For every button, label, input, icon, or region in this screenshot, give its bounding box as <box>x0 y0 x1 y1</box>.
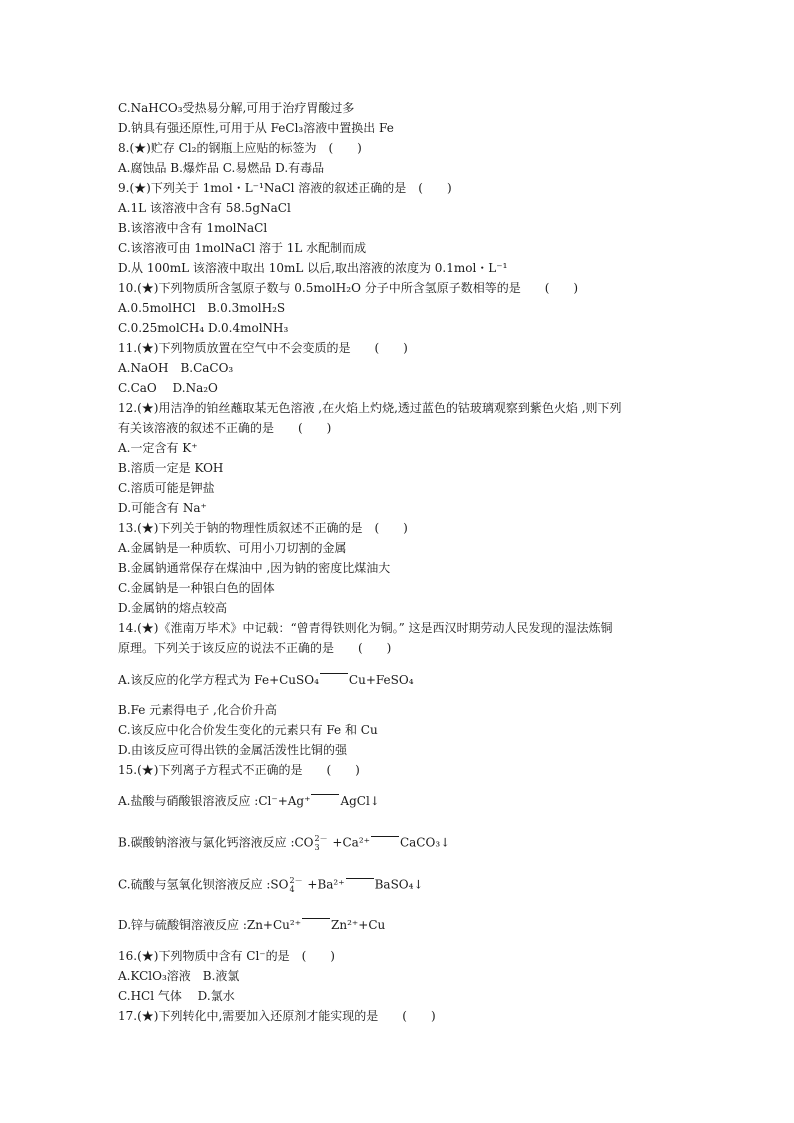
q12-stem-line2: 有关该溶液的叙述不正确的是 ( ) <box>118 421 332 435</box>
q16-options-ab: A.KClO₃溶液 B.液氯 <box>118 969 240 983</box>
q15-option-c-barium: +Ba²⁺ <box>303 877 345 892</box>
q9-option-c: C.该溶液可由 1molNaCl 溶于 1L 水配制而成 <box>118 241 367 255</box>
sulfate-charge <box>290 876 303 894</box>
q7-option-d: D.钠具有强还原性,可用于从 FeCl₃溶液中置换出 Fe <box>118 121 394 135</box>
q11-options-cd: C.CaO D.Na₂O <box>118 381 218 395</box>
q14-stem-line1: 14.(★)《淮南万毕术》中记载：“曾青得铁则化为铜。” 这是西汉时期劳动人民发现的湿法炼铜 <box>118 621 613 635</box>
q14-option-a <box>118 672 414 688</box>
q14-option-a-reactants: A.该反应的化学方程式为 Fe+CuSO₄ <box>118 673 319 687</box>
q15-option-d <box>118 917 385 933</box>
q15-option-a-reactants: A.盐酸与硝酸银溶液反应 :Cl⁻+Ag⁺ <box>118 794 311 808</box>
equals-sign-icon <box>301 917 331 929</box>
q16-stem: 16.(★)下列物质中含有 Cl⁻的是 ( ) <box>118 949 335 963</box>
q10-options-cd: C.0.25molCH₄ D.0.4molNH₃ <box>118 321 289 335</box>
q9-option-b: B.该溶液中含有 1molNaCl <box>118 221 268 235</box>
q15-option-b-reactants: B.碳酸钠溶液与氯化钙溶液反应 :CO <box>118 835 314 850</box>
q14-stem-line2: 原理。下列关于该反应的说法不正确的是 ( ) <box>118 641 392 655</box>
q10-options-ab: A.0.5molHCl B.0.3molH₂S <box>118 301 286 315</box>
q14-option-d: D.由该反应可得出铁的金属活泼性比铜的强 <box>118 743 348 757</box>
carbonate-superscript: 2－ <box>314 834 328 843</box>
q12-stem-line1: 12.(★)用洁净的铂丝蘸取某无色溶液 ,在火焰上灼烧,透过蓝色的钴玻璃观察到紫色火焰 ,则下列 <box>118 401 622 415</box>
q7-option-c: C.NaHCO₃受热易分解,可用于治疗胃酸过多 <box>118 101 355 115</box>
sulfate-subscript: 4 <box>289 885 295 894</box>
q14-option-a-products: Cu+FeSO₄ <box>348 673 414 687</box>
q8-stem: 8.(★)贮存 Cl₂的钢瓶上应贴的标签为 ( ) <box>118 141 362 155</box>
q8-options: A.腐蚀品 B.爆炸品 C.易燃品 D.有毒品 <box>118 161 325 175</box>
q15-option-b-products: CaCO₃↓ <box>399 835 451 850</box>
q14-option-c: C.该反应中化合价发生变化的元素只有 Fe 和 Cu <box>118 723 378 737</box>
q11-stem: 11.(★)下列物质放置在空气中不会变质的是 ( ) <box>118 341 408 355</box>
q13-option-d: D.金属钠的熔点较高 <box>118 601 228 615</box>
equals-sign-icon <box>345 877 375 889</box>
q15-stem: 15.(★)下列离子方程式不正确的是 ( ) <box>118 763 360 777</box>
equals-sign-icon <box>370 835 400 847</box>
q12-option-c: C.溶质可能是钾盐 <box>118 481 215 495</box>
sulfate-superscript: 2－ <box>289 876 303 885</box>
q9-option-a: A.1L 该溶液中含有 58.5gNaCl <box>118 201 291 215</box>
equals-sign-icon <box>310 793 340 805</box>
q15-option-c-products: BaSO₄↓ <box>374 877 424 892</box>
q12-option-b: B.溶质一定是 KOH <box>118 461 224 475</box>
q15-option-b-calcium: +Ca²⁺ <box>328 835 370 850</box>
q10-stem: 10.(★)下列物质所含氢原子数与 0.5molH₂O 分子中所含氢原子数相等的是 ( ) <box>118 281 579 295</box>
equals-sign-icon <box>319 672 349 684</box>
q15-option-b <box>118 834 450 852</box>
q17-stem: 17.(★)下列转化中,需要加入还原剂才能实现的是 ( ) <box>118 1009 436 1023</box>
carbonate-subscript: 3 <box>314 843 320 852</box>
q15-option-a-products: AgCl↓ <box>340 794 380 808</box>
q9-stem: 9.(★)下列关于 1mol・L⁻¹NaCl 溶液的叙述正确的是 ( ) <box>118 181 452 195</box>
q13-stem: 13.(★)下列关于钠的物理性质叙述不正确的是 ( ) <box>118 521 408 535</box>
carbonate-charge <box>315 834 328 852</box>
q12-option-d: D.可能含有 Na⁺ <box>118 501 207 515</box>
q15-option-c-reactants: C.硫酸与氢氧化钡溶液反应 :SO <box>118 877 289 892</box>
q13-option-b: B.金属钠通常保存在煤油中 ,因为钠的密度比煤油大 <box>118 561 391 575</box>
q15-option-c <box>118 876 424 894</box>
q9-option-d: D.从 100mL 该溶液中取出 10mL 以后,取出溶液的浓度为 0.1mol・L⁻¹ <box>118 261 508 275</box>
q15-option-d-reactants: D.锌与硫酸铜溶液反应 :Zn+Cu²⁺ <box>118 918 302 932</box>
q14-option-b: B.Fe 元素得电子 ,化合价升高 <box>118 703 277 717</box>
q11-options-ab: A.NaOH B.CaCO₃ <box>118 361 234 375</box>
q12-option-a: A.一定含有 K⁺ <box>118 441 198 455</box>
q15-option-a <box>118 793 380 809</box>
q13-option-a: A.金属钠是一种质软、可用小刀切割的金属 <box>118 541 347 555</box>
q13-option-c: C.金属钠是一种银白色的固体 <box>118 581 275 595</box>
q15-option-d-products: Zn²⁺+Cu <box>331 918 386 932</box>
q16-options-cd: C.HCl 气体 D.氯水 <box>118 989 235 1003</box>
